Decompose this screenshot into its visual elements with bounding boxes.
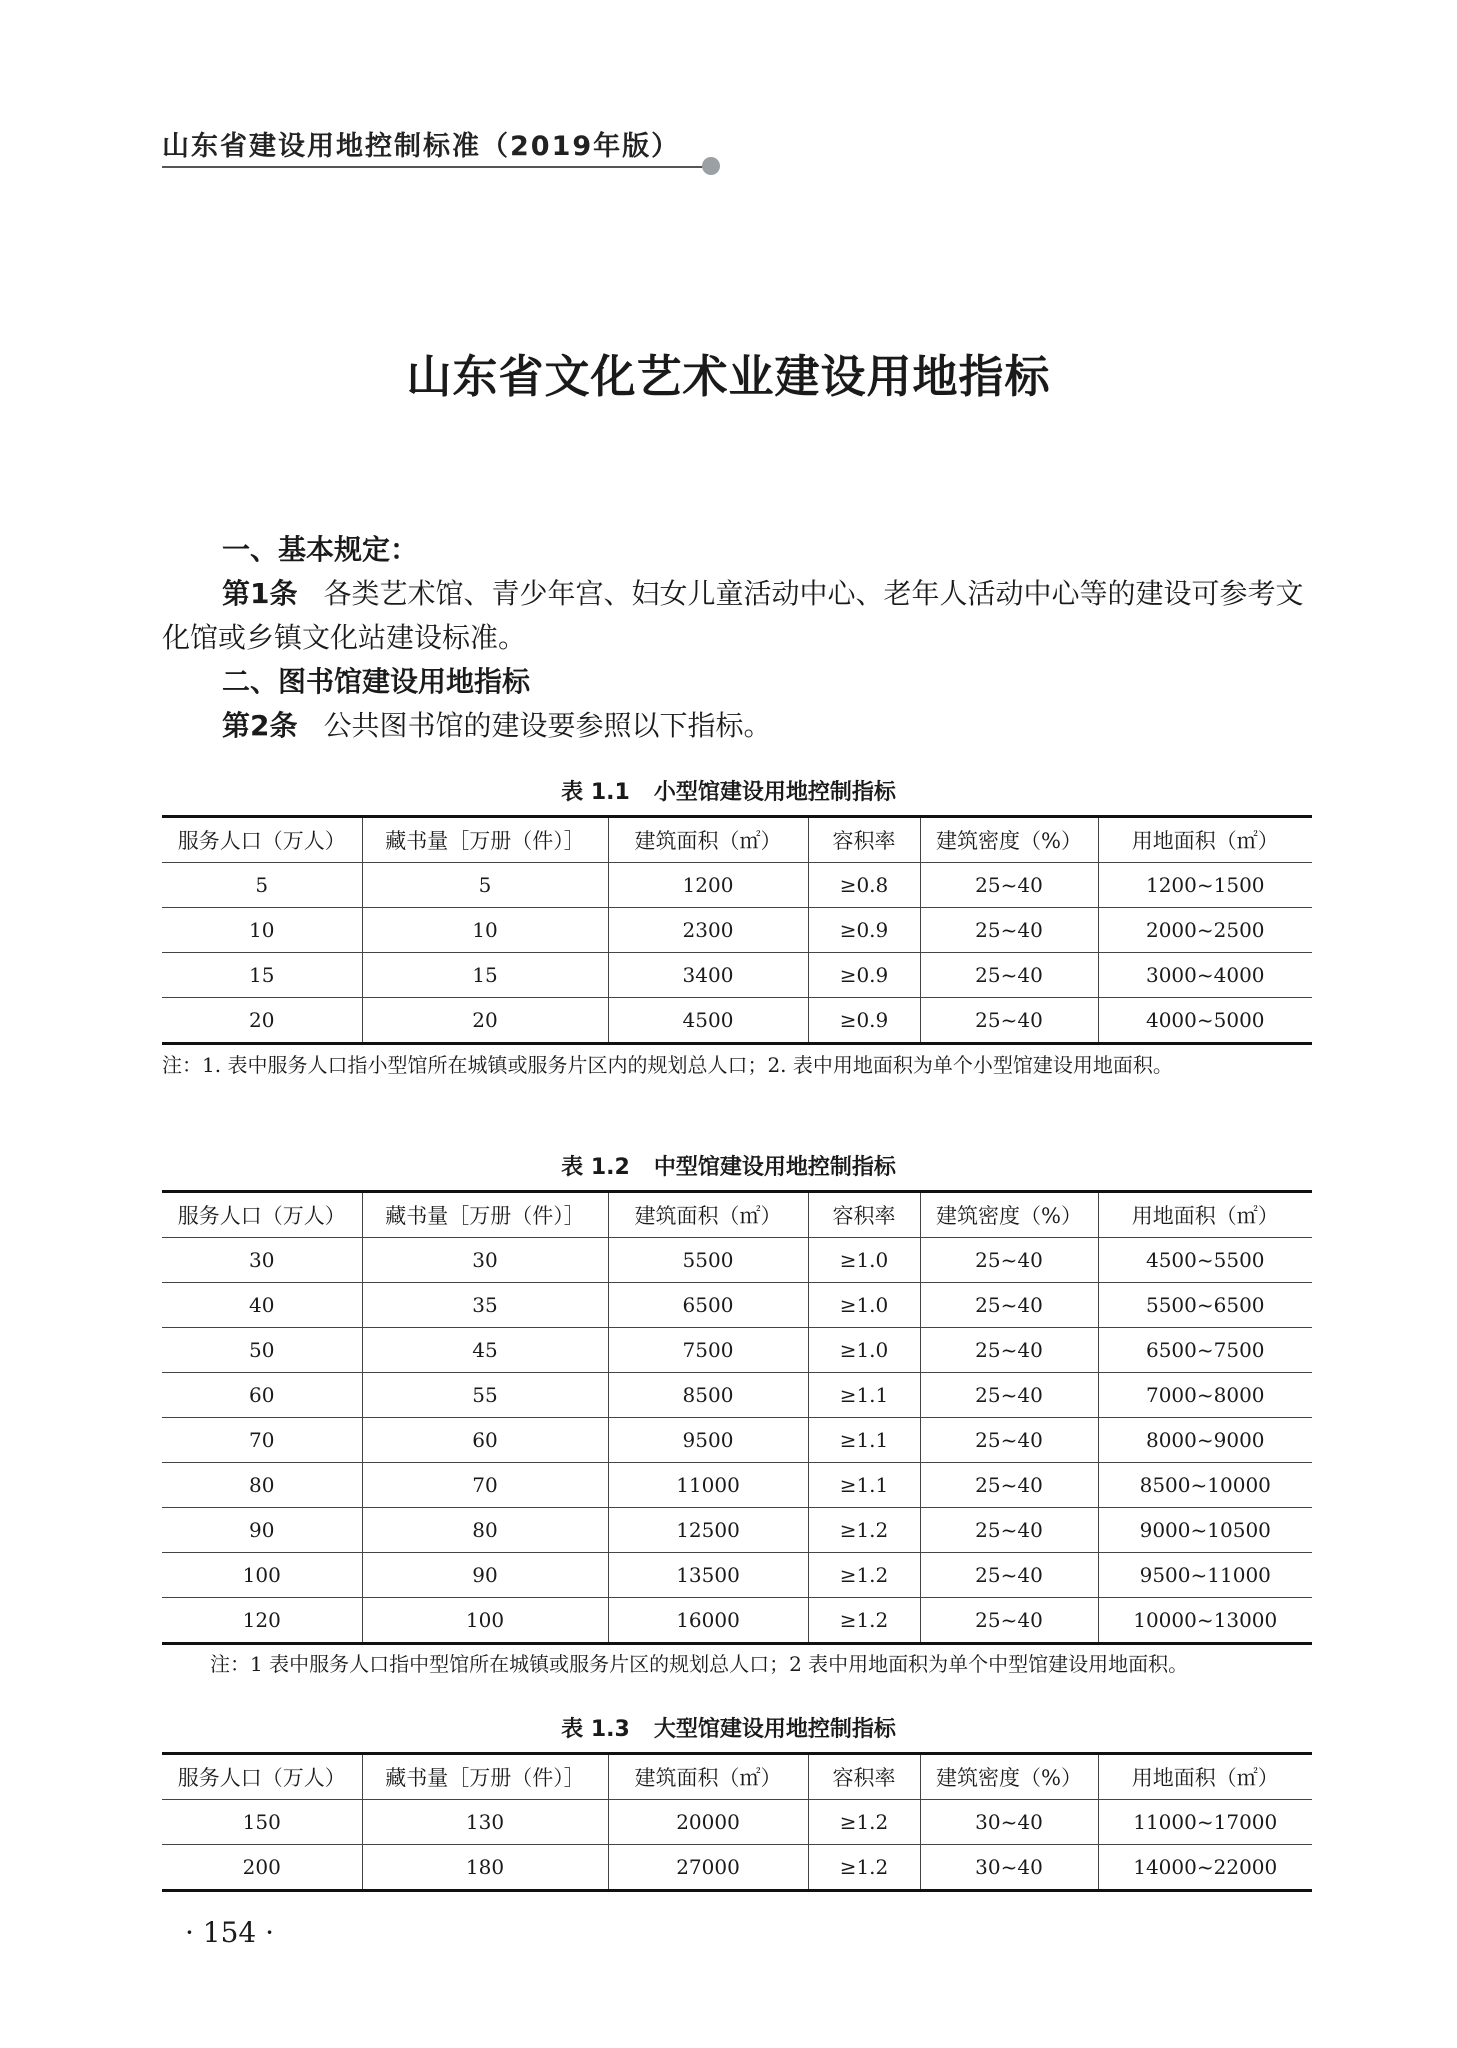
section-heading-library-text: 二、图书馆建设用地指标	[222, 665, 531, 698]
cell: 8000~9000	[1098, 1418, 1312, 1463]
header-service-population: 服务人口（万人）	[162, 817, 362, 863]
cell: 60	[362, 1418, 608, 1463]
cell: 15	[162, 953, 362, 998]
cell: 20	[362, 998, 608, 1044]
cell: 25~40	[920, 1508, 1098, 1553]
cell: 80	[362, 1508, 608, 1553]
cell: 70	[362, 1463, 608, 1508]
cell: 25~40	[920, 1238, 1098, 1283]
table-1-title: 小型馆建设用地控制指标	[653, 780, 896, 805]
header-building-area: 建筑面积（㎡）	[608, 817, 808, 863]
cell: 2300	[608, 908, 808, 953]
cell: 200	[162, 1845, 362, 1891]
cell: 50	[162, 1328, 362, 1373]
cell: 55	[362, 1373, 608, 1418]
cell: 25~40	[920, 908, 1098, 953]
table-2-caption	[0, 1150, 1457, 1181]
cell: 25~40	[920, 1283, 1098, 1328]
header-plot-ratio: 容积率	[808, 1192, 920, 1238]
table-row	[162, 1508, 1312, 1553]
table-2	[162, 1190, 1312, 1645]
header-service-population: 服务人口（万人）	[162, 1192, 362, 1238]
cell: 6500~7500	[1098, 1328, 1312, 1373]
cell: 6500	[608, 1283, 808, 1328]
cell: 25~40	[920, 1328, 1098, 1373]
header-book-collection: 藏书量［万册（件）］	[362, 1192, 608, 1238]
cell: 4500~5500	[1098, 1238, 1312, 1283]
cell: 150	[162, 1800, 362, 1845]
table-2-title: 中型馆建设用地控制指标	[653, 1155, 896, 1180]
cell: 5500	[608, 1238, 808, 1283]
cell: 7500	[608, 1328, 808, 1373]
header-land-area: 用地面积（㎡）	[1098, 817, 1312, 863]
table-header-row	[162, 817, 1312, 863]
table-2-note: 注：1 表中服务人口指中型馆所在城镇或服务片区的规划总人口；2 表中用地面积为单个中型馆建设用地面积。	[210, 1652, 1189, 1676]
cell: ≥0.9	[808, 908, 920, 953]
table-row	[162, 1553, 1312, 1598]
cell: ≥1.2	[808, 1845, 920, 1891]
cell: 3000~4000	[1098, 953, 1312, 998]
cell: ≥0.9	[808, 998, 920, 1044]
cell: ≥1.0	[808, 1328, 920, 1373]
cell: 60	[162, 1373, 362, 1418]
header-plot-ratio: 容积率	[808, 1754, 920, 1800]
cell: 5	[362, 863, 608, 908]
section-heading-basic-text: 一、基本规定：	[222, 533, 419, 566]
cell: 12500	[608, 1508, 808, 1553]
table-3-title: 大型馆建设用地控制指标	[653, 1717, 896, 1742]
table-1-number: 表 1.1	[561, 780, 630, 805]
cell: 5500~6500	[1098, 1283, 1312, 1328]
cell: 9500	[608, 1418, 808, 1463]
cell: 11000	[608, 1463, 808, 1508]
header-dot-ornament	[702, 157, 720, 175]
cell: 35	[362, 1283, 608, 1328]
cell: 25~40	[920, 1553, 1098, 1598]
cell: 25~40	[920, 1598, 1098, 1644]
table-row	[162, 998, 1312, 1044]
table-row	[162, 863, 1312, 908]
header-land-area: 用地面积（㎡）	[1098, 1192, 1312, 1238]
table-3-caption	[0, 1712, 1457, 1743]
cell: 25~40	[920, 863, 1098, 908]
cell: 15	[362, 953, 608, 998]
cell: 100	[162, 1553, 362, 1598]
header-book-collection: 藏书量［万册（件）］	[362, 817, 608, 863]
cell: 30~40	[920, 1845, 1098, 1891]
table-1-note: 注：1. 表中服务人口指小型馆所在城镇或服务片区内的规划总人口；2. 表中用地面积为单个小型馆建设用地面积。	[162, 1053, 1173, 1077]
cell: 27000	[608, 1845, 808, 1891]
cell: ≥1.2	[808, 1598, 920, 1644]
table-row	[162, 1283, 1312, 1328]
cell: 45	[362, 1328, 608, 1373]
cell: 2000~2500	[1098, 908, 1312, 953]
cell: ≥1.2	[808, 1508, 920, 1553]
cell: ≥1.2	[808, 1553, 920, 1598]
cell: ≥1.0	[808, 1238, 920, 1283]
cell: 20000	[608, 1800, 808, 1845]
table-2-number: 表 1.2	[561, 1155, 630, 1180]
article-1	[162, 572, 1312, 660]
cell: 25~40	[920, 1463, 1098, 1508]
article-1-number: 第1条	[222, 577, 298, 610]
cell: 30	[162, 1238, 362, 1283]
cell: 11000~17000	[1098, 1800, 1312, 1845]
table-row	[162, 1328, 1312, 1373]
table-row	[162, 908, 1312, 953]
cell: 9000~10500	[1098, 1508, 1312, 1553]
table-1-caption	[0, 775, 1457, 806]
cell: 20	[162, 998, 362, 1044]
table-row	[162, 1373, 1312, 1418]
cell: 10000~13000	[1098, 1598, 1312, 1644]
header-service-population: 服务人口（万人）	[162, 1754, 362, 1800]
cell: 80	[162, 1463, 362, 1508]
section-heading-basic	[162, 528, 1312, 572]
page-title: 山东省文化艺术业建设用地指标	[406, 350, 1051, 403]
cell: 4500	[608, 998, 808, 1044]
header-book-collection: 藏书量［万册（件）］	[362, 1754, 608, 1800]
article-2	[162, 704, 1312, 748]
running-header: 山东省建设用地控制标准（2019年版）	[162, 131, 681, 162]
header-rule	[162, 166, 710, 168]
page-number: · 154 ·	[185, 1916, 275, 1949]
header-building-area: 建筑面积（㎡）	[608, 1192, 808, 1238]
cell: 16000	[608, 1598, 808, 1644]
cell: 1200	[608, 863, 808, 908]
header-building-density: 建筑密度（%）	[920, 1192, 1098, 1238]
cell: ≥0.9	[808, 953, 920, 998]
table-row	[162, 1845, 1312, 1891]
cell: 90	[362, 1553, 608, 1598]
cell: 5	[162, 863, 362, 908]
cell: 25~40	[920, 998, 1098, 1044]
cell: 10	[362, 908, 608, 953]
cell: 30	[362, 1238, 608, 1283]
article-2-number: 第2条	[222, 709, 298, 742]
header-building-density: 建筑密度（%）	[920, 817, 1098, 863]
header-building-area: 建筑面积（㎡）	[608, 1754, 808, 1800]
cell: ≥1.1	[808, 1373, 920, 1418]
table-header-row	[162, 1754, 1312, 1800]
cell: 3400	[608, 953, 808, 998]
table-1	[162, 815, 1312, 1045]
cell: ≥1.0	[808, 1283, 920, 1328]
article-1-text: 各类艺术馆、青少年宫、妇女儿童活动中心、老年人活动中心等的建设可参考文化馆或乡镇文化站建设标准。	[162, 577, 1304, 654]
cell: 180	[362, 1845, 608, 1891]
cell: 8500	[608, 1373, 808, 1418]
table-row	[162, 1238, 1312, 1283]
table-row	[162, 1598, 1312, 1644]
cell: 13500	[608, 1553, 808, 1598]
header-land-area: 用地面积（㎡）	[1098, 1754, 1312, 1800]
cell: 1200~1500	[1098, 863, 1312, 908]
cell: 14000~22000	[1098, 1845, 1312, 1891]
cell: ≥1.2	[808, 1800, 920, 1845]
cell: ≥0.8	[808, 863, 920, 908]
cell: 7000~8000	[1098, 1373, 1312, 1418]
cell: 9500~11000	[1098, 1553, 1312, 1598]
cell: 30~40	[920, 1800, 1098, 1845]
table-row	[162, 1800, 1312, 1845]
cell: 40	[162, 1283, 362, 1328]
section-heading-library	[162, 660, 1312, 704]
cell: 25~40	[920, 1418, 1098, 1463]
cell: 10	[162, 908, 362, 953]
cell: 4000~5000	[1098, 998, 1312, 1044]
header-building-density: 建筑密度（%）	[920, 1754, 1098, 1800]
cell: 25~40	[920, 953, 1098, 998]
article-2-text: 公共图书馆的建设要参照以下指标。	[323, 709, 772, 742]
table-row	[162, 1463, 1312, 1508]
cell: 130	[362, 1800, 608, 1845]
cell: 8500~10000	[1098, 1463, 1312, 1508]
cell: 70	[162, 1418, 362, 1463]
header-plot-ratio: 容积率	[808, 817, 920, 863]
table-row	[162, 1418, 1312, 1463]
cell: ≥1.1	[808, 1463, 920, 1508]
cell: ≥1.1	[808, 1418, 920, 1463]
table-3	[162, 1752, 1312, 1892]
cell: 100	[362, 1598, 608, 1644]
cell: 120	[162, 1598, 362, 1644]
cell: 25~40	[920, 1373, 1098, 1418]
table-row	[162, 953, 1312, 998]
table-3-number: 表 1.3	[561, 1717, 630, 1742]
table-header-row	[162, 1192, 1312, 1238]
cell: 90	[162, 1508, 362, 1553]
